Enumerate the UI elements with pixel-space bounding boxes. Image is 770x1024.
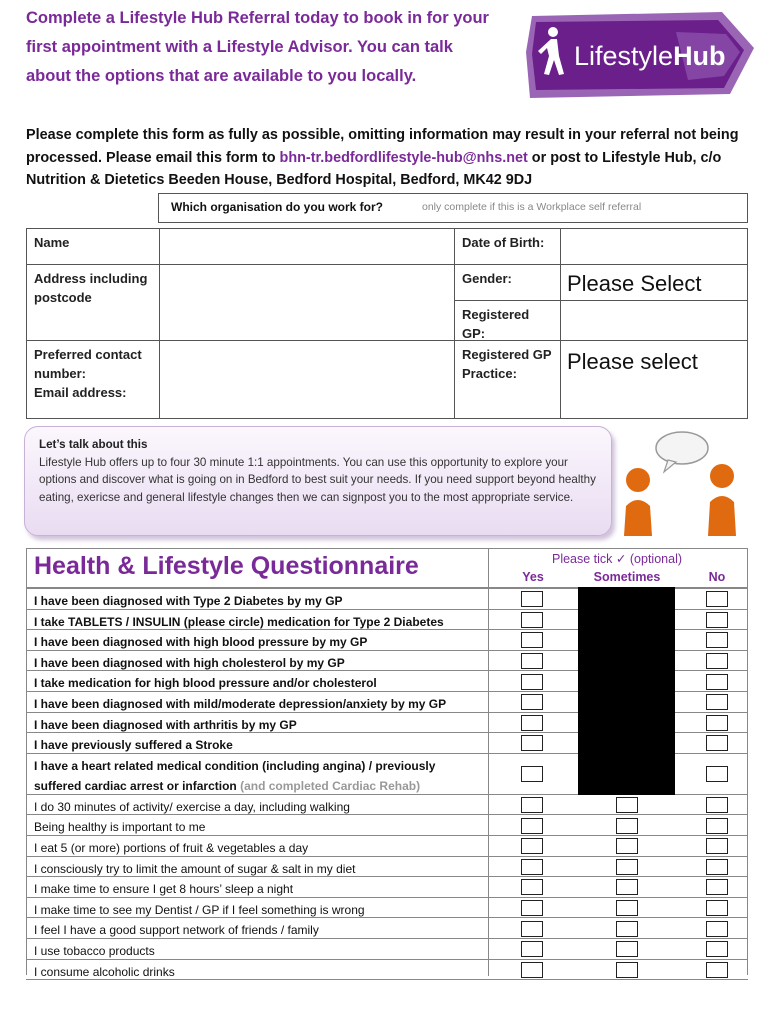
intro-heading [26,4,526,91]
questionnaire-row [26,876,748,897]
no-checkbox[interactable] [706,818,728,834]
yes-checkbox[interactable] [521,674,543,690]
questionnaire-row [26,917,748,938]
no-checkbox[interactable] [706,941,728,957]
dob-input[interactable] [560,228,748,265]
questionnaire-row [26,794,748,815]
intro-line-2: first appointment with a Lifestyle Advisor. You can talk [26,38,453,56]
question-label: I eat 5 (or more) portions of fruit & vegetables a day [34,841,309,855]
sometimes-checkbox[interactable] [616,818,638,834]
tick-prefix: Please tick [551,552,613,566]
no-checkbox[interactable] [706,715,728,731]
no-checkbox[interactable] [706,962,728,978]
no-checkbox[interactable] [706,653,728,669]
no-checkbox[interactable] [706,797,728,813]
contact-cell [26,340,160,419]
question-label: I have been diagnosed with Type 2 Diabetes by my GP [34,594,343,608]
question-label: I feel I have a good support network of friends / family [34,923,319,938]
speech-bubble-icon [656,432,708,472]
contact-label: Preferred contact number: [34,347,142,381]
question-label: I take TABLETS / INSULIN (please circle) medication for Type 2 Diabetes [34,614,444,629]
redacted-block [578,587,675,795]
practice-label: Registered GP Practice: [454,340,561,419]
question-label: I use tobacco products [34,944,155,958]
yes-checkbox[interactable] [521,879,543,895]
questionnaire-row [26,959,748,980]
questionnaire-row [26,897,748,918]
table-bottom-border [26,979,748,980]
sometimes-checkbox[interactable] [616,921,638,937]
talk-body: Lifestyle Hub offers up to four 30 minute 1:1 appointments. You can use this opportunity to explore your options and discover what is going on in Bedford to best suit your needs. If you need support beyond healthy eating, exericse and general lifestyle changes then we can signpost you to the most appropriate service. [39,455,596,504]
no-checkbox[interactable] [706,838,728,854]
question-label: I have been diagnosed with mild/moderate depression/anxiety by my GP [34,697,447,711]
contact-input[interactable] [159,340,455,419]
yes-checkbox[interactable] [521,941,543,957]
question-label: I have a heart related medical condition (including angina) / previously suffered cardiac arrest or infarction [34,758,436,793]
yes-checkbox[interactable] [521,591,543,607]
yes-checkbox[interactable] [521,797,543,813]
no-checkbox[interactable] [706,879,728,895]
no-checkbox[interactable] [706,921,728,937]
person-right-icon [708,464,736,536]
question-label: I consciously try to limit the amount of sugar & salt in my diet [34,861,356,876]
yes-checkbox[interactable] [521,612,543,628]
question-label: I do 30 minutes of activity/ exercise a day, including walking [34,799,350,814]
referral-email-link[interactable]: bhn-tr.bedfordlifestyle-hub@nhs.net [279,149,528,166]
sometimes-checkbox[interactable] [616,900,638,916]
yes-checkbox[interactable] [521,859,543,875]
question-label: Being healthy is important to me [34,820,206,835]
question-label: I have been diagnosed with arthritis by my GP [34,717,297,732]
yes-checkbox[interactable] [521,735,543,751]
sometimes-checkbox[interactable] [616,941,638,957]
sometimes-checkbox[interactable] [616,859,638,875]
logo-text-light: Lifestyle [574,41,674,71]
instructions-part-1: Please complete this form as fully as possible, omitting information may result in your referral not being processed. Please email this form to [26,127,739,166]
yes-checkbox[interactable] [521,921,543,937]
yes-checkbox[interactable] [521,962,543,978]
yes-checkbox[interactable] [521,818,543,834]
question-text [34,756,484,796]
question-label: I make time to ensure I get 8 hours’ sleep a night [34,882,294,897]
lifestyle-hub-logo [526,12,756,98]
organisation-hint: only complete if this is a Workplace self referral [422,201,642,213]
talk-panel [24,426,612,536]
col-no-header: No [708,570,726,584]
questionnaire-row [26,938,748,959]
gender-select[interactable]: Please Select [560,264,748,301]
tick-suffix: (optional) [629,552,683,566]
organisation-label: Which organisation do you work for? [171,200,383,214]
intro-line-3: about the options that are available to you locally. [26,67,417,85]
question-label: I have previously suffered a Stroke [34,738,233,753]
conversation-illustration [616,428,746,540]
gp-input[interactable] [560,300,748,341]
no-checkbox[interactable] [706,694,728,710]
no-checkbox[interactable] [706,766,728,782]
sometimes-checkbox[interactable] [616,797,638,813]
question-label: I have been diagnosed with high cholesterol by my GP [34,655,345,670]
yes-checkbox[interactable] [521,653,543,669]
questionnaire-row [26,814,748,835]
tick-instruction [488,551,746,566]
col-sometimes-header: Sometimes [593,570,661,584]
intro-line-1: Complete a Lifestyle Hub Referral today to book in for your [26,9,489,27]
sometimes-checkbox[interactable] [616,962,638,978]
address-input[interactable] [159,264,455,341]
name-input[interactable] [159,228,455,265]
no-checkbox[interactable] [706,632,728,648]
yes-checkbox[interactable] [521,632,543,648]
sometimes-checkbox[interactable] [616,838,638,854]
instructions [26,124,746,192]
question-label: I make time to see my Dentist / GP if I feel something is wrong [34,902,365,917]
yes-checkbox[interactable] [521,694,543,710]
tick-mark: ✓ [615,552,627,566]
person-left-icon [624,468,652,536]
question-note: (and completed Cardiac Rehab) [236,778,421,793]
no-checkbox[interactable] [706,591,728,607]
questionnaire-title: Health & Lifestyle Questionnaire [34,552,419,580]
questionnaire-row [26,835,748,856]
address-label: Address including postcode [26,264,160,341]
col-yes-header: Yes [522,570,544,584]
no-checkbox[interactable] [706,859,728,875]
logo-text-bold: Hub [673,41,726,71]
question-label: I take medication for high blood pressure and/or cholesterol [34,676,377,691]
practice-select[interactable]: Please select [560,340,748,419]
no-checkbox[interactable] [706,612,728,628]
no-checkbox[interactable] [706,674,728,690]
no-checkbox[interactable] [706,900,728,916]
svg-text:LifestyleHub [574,41,726,71]
email-label: Email address: [34,385,127,400]
yes-checkbox[interactable] [521,838,543,854]
question-label: I have been diagnosed with high blood pressure by my GP [34,635,368,650]
dob-label: Date of Birth: [454,228,561,265]
yes-checkbox[interactable] [521,766,543,782]
gender-label: Gender: [454,264,561,301]
name-label: Name [26,228,160,265]
yes-checkbox[interactable] [521,715,543,731]
questionnaire-row [26,856,748,877]
question-label: I consume alcoholic drinks [34,964,175,979]
talk-title: Let’s talk about this [39,438,148,451]
yes-checkbox[interactable] [521,900,543,916]
instructions-part-2: or post to Lifestyle Hub, c/o Nutrition & Dietetics Beeden House, Bedford Hospital, Bedford, MK42 9DJ [26,149,722,188]
organisation-field[interactable] [158,193,748,223]
sometimes-checkbox[interactable] [616,879,638,895]
no-checkbox[interactable] [706,735,728,751]
gp-label: Registered GP: [454,300,561,341]
